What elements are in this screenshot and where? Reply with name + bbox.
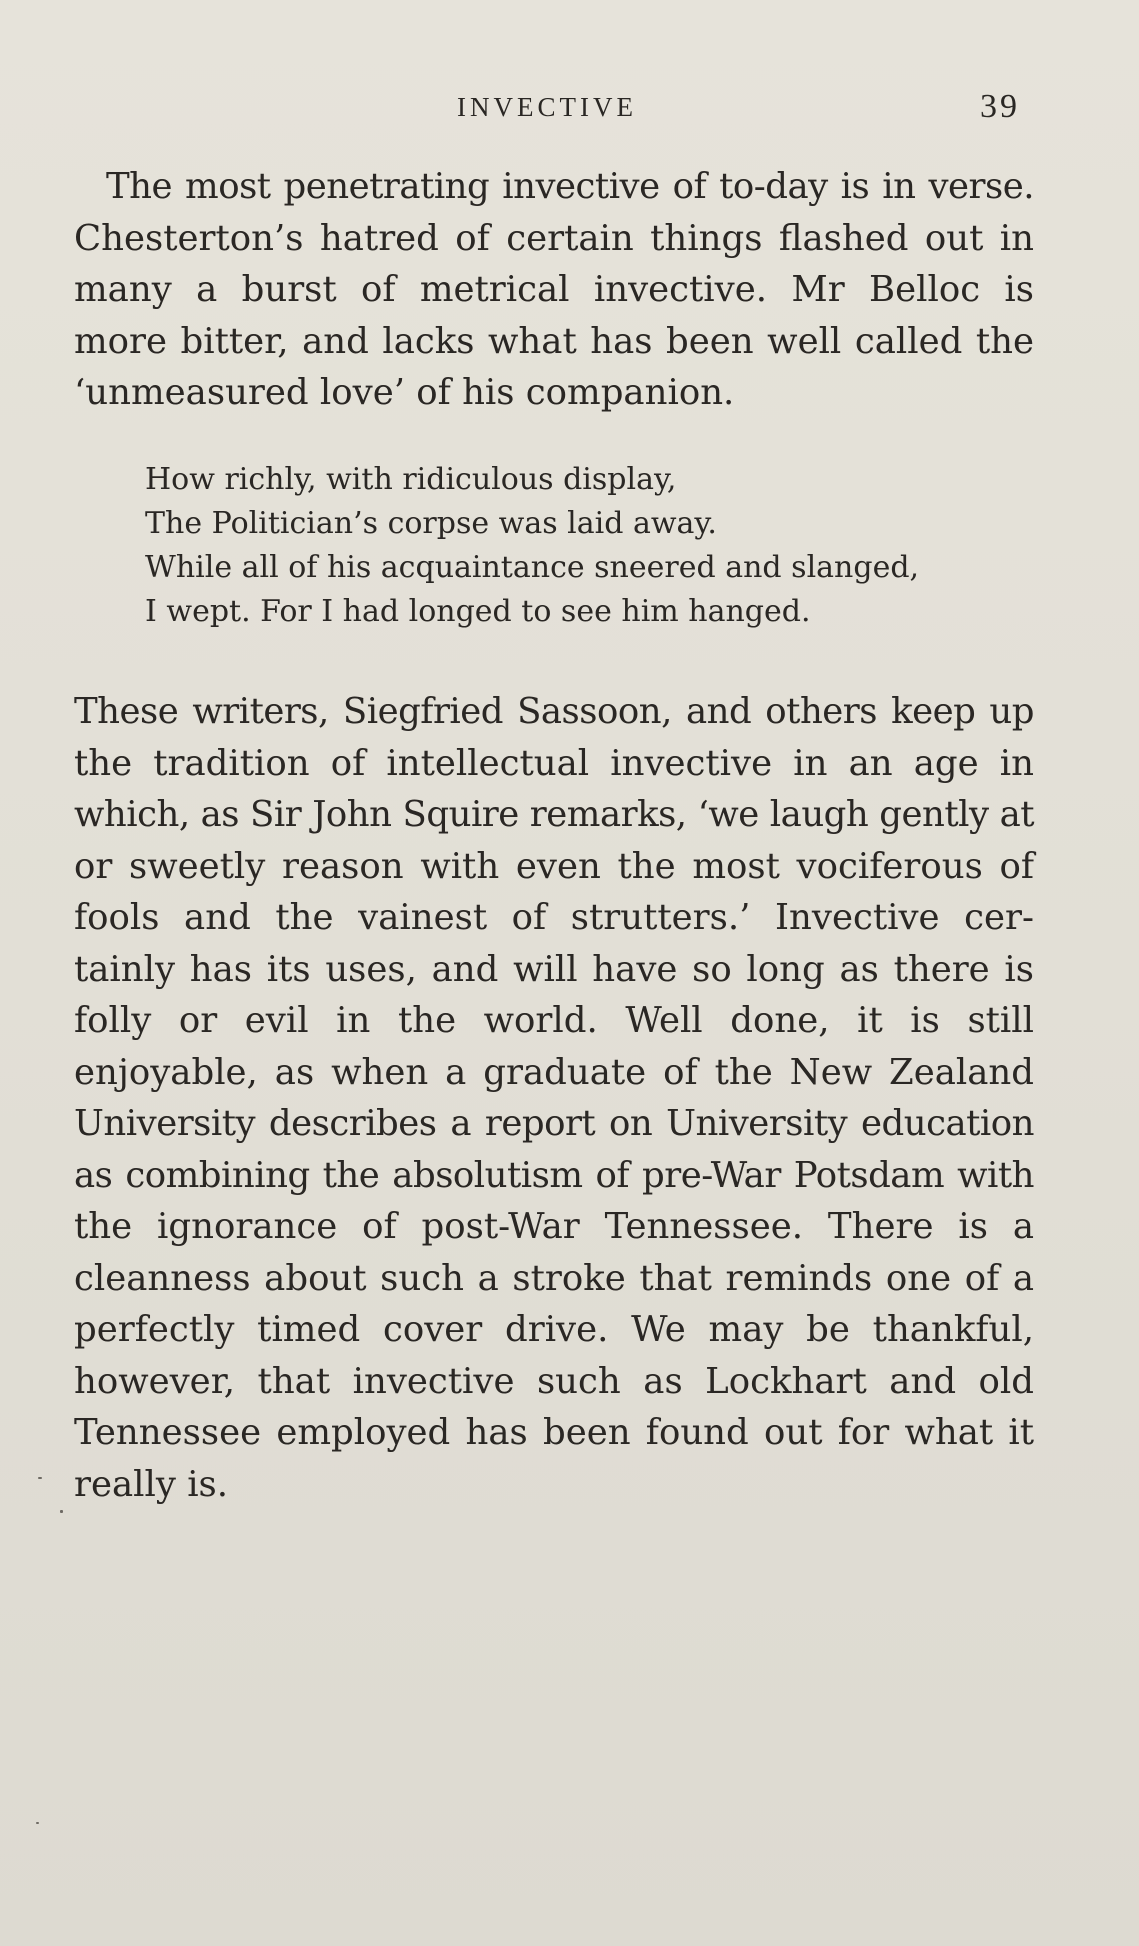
text-line: folly or evil in the world. Well done, it is still [74,1000,1034,1041]
paragraph-2 [74,686,1034,1510]
text-line: or sweetly reason with even the most vociferous of [74,845,1034,887]
text-line: more bitter, and lacks what has been well called the [74,320,1034,362]
text-line: ‘unmeasured love’ of his companion. [74,372,735,413]
paper-speck [60,1510,63,1513]
text-line: however, that invective such as Lockhart and old [74,1360,1034,1402]
text-line: Chesterton’s hatred of certain things flashed out in [74,217,1034,259]
text-line: fools and the vainest of strutters.’ Invective cer- [74,897,1034,938]
page-number: 39 [980,88,1020,125]
text-line: These writers, Siegfried Sassoon, and others keep up [74,691,1034,732]
paper-speck [38,1477,42,1479]
verse-line: I wept. For I had longed to see him hanged. [145,594,811,629]
text-line: which, as Sir John Squire remarks, ‘we laugh gently at [74,794,1034,835]
text-line: the tradition of intellectual invective in an age in [74,742,1034,784]
text-line: perfectly timed cover drive. We may be thankful, [74,1309,1034,1350]
verse-line: While all of his acquaintance sneered and slanged, [145,550,920,585]
text-line: University describes a report on University education [74,1103,1034,1144]
verse-quotation [145,458,919,634]
text-line: as combining the absolutism of pre-War Potsdam with [74,1154,1034,1196]
chapter-title: INVECTIVE [457,92,637,122]
text-line: tainly has its uses, and will have so long as there is [74,948,1034,990]
text-line: the ignorance of post-War Tennessee. There is a [74,1206,1034,1247]
text-line: enjoyable, as when a graduate of the New Zealand [74,1051,1034,1093]
text-line: many a burst of metrical invective. Mr Belloc is [74,269,1034,310]
text-line: The most penetrating invective of to-day is in verse. [106,166,1034,207]
paragraph-1 [74,161,1034,419]
verse-line: How richly, with ridiculous display, [145,462,677,497]
text-line: really is. [74,1463,229,1505]
text-line: cleanness about such a stroke that reminds one of a [74,1257,1034,1299]
paper-speck [36,1822,39,1824]
running-head [74,88,1020,132]
text-line: Tennessee employed has been found out for what it [74,1412,1034,1453]
verse-line: The Politician’s corpse was laid away. [145,506,717,541]
